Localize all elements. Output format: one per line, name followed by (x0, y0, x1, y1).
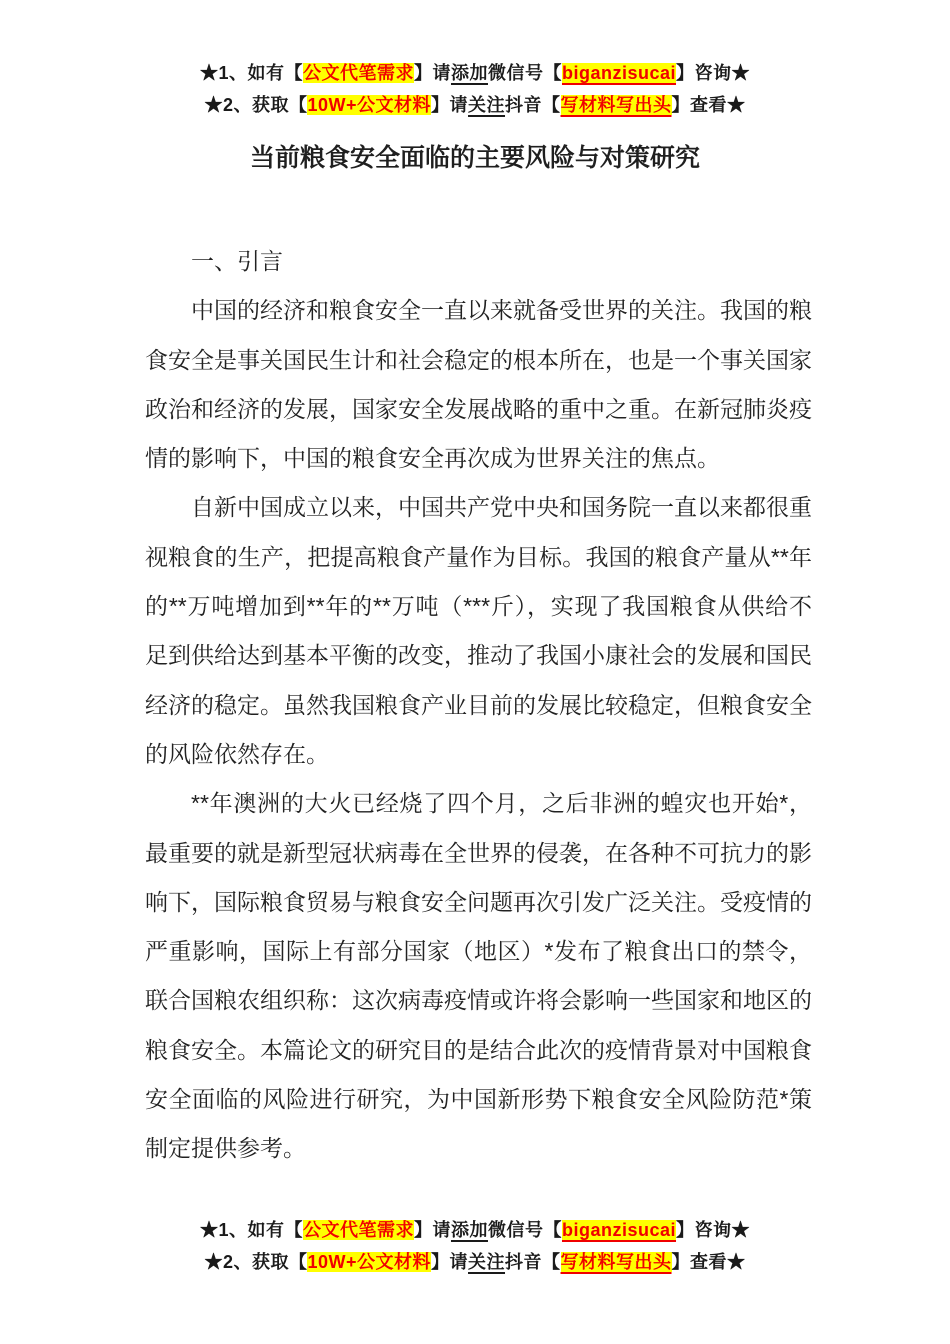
promo-footer (0, 1214, 950, 1278)
promo-text-segment: 】查看★ (671, 95, 746, 115)
promo-text-segment: ★1、如有【 (199, 1220, 303, 1240)
promo-text-segment: 添加 (450, 63, 488, 83)
promo-text-segment: biganzisucai (561, 63, 677, 83)
paragraph-3: **年澳洲的大火已经烧了四个月，之后非洲的蝗灾也开始*，最重要的就是新型冠状病毒在全世界的侵袭，在各种不可抗力的影响下，国际粮食贸易与粮食安全问题再次引发广泛关注。受疫情的严重影响，国际上有部分国家（地区）*发布了粮食出口的禁令，联合国粮农组织称：这次病毒疫情或许将会影响一些国家和地区的粮食安全。本篇论文的研究目的是结合此次的疫情背景对中国粮食安全面临的风险进行研究，为中国新形势下粮食安全风险防范*策制定提供参考。 (145, 790, 812, 1162)
paragraph-2: 自新中国成立以来，中国共产党中央和国务院一直以来都很重视粮食的生产，把提高粮食产量作为目标。我国的粮食产量从**年的**万吨增加到**年的**万吨（***斤），实现了我国粮食从供给不足到供给达到基本平衡的改变，推动了我国小康社会的发展和国民经济的稳定。虽然我国粮食产业目前的发展比较稳定，但粮食安全的风险依然存在。 (145, 494, 812, 767)
document-title: 当前粮食安全面临的主要风险与对策研究 (249, 144, 700, 172)
promo-footer-line-1 (0, 1214, 950, 1246)
promo-text-segment: 抖音【 (505, 95, 561, 115)
promo-header-line-2 (0, 89, 950, 121)
promo-text-segment: 10W+公文材料 (307, 95, 432, 115)
promo-footer-line-2 (0, 1246, 950, 1278)
promo-text-segment: 微信号【 (487, 63, 562, 83)
promo-text-segment: 添加 (450, 1220, 488, 1240)
promo-text-segment: 关注 (468, 1252, 506, 1272)
document-body (145, 237, 812, 1174)
paragraph-1: 中国的经济和粮食安全一直以来就备受世界的关注。我国的粮食安全是事关国民生计和社会稳定的根本所在，也是一个事关国家政治和经济的发展，国家安全发展战略的重中之重。在新冠肺炎疫情的影响下，中国的粮食安全再次成为世界关注的焦点。 (145, 297, 812, 472)
promo-text-segment: 】请 (431, 95, 469, 115)
promo-text-segment: biganzisucai (561, 1220, 677, 1240)
section-heading: 一、引言 (191, 248, 283, 274)
promo-text-segment: 公文代笔需求 (302, 63, 414, 83)
promo-text-segment: 】请 (413, 63, 451, 83)
promo-text-segment: 公文代笔需求 (302, 1220, 414, 1240)
promo-text-segment: 关注 (468, 95, 506, 115)
promo-text-segment: 写材料写出头 (560, 1252, 672, 1272)
promo-text-segment: 】咨询★ (676, 63, 751, 83)
promo-text-segment: 】查看★ (671, 1252, 746, 1272)
promo-text-segment: 10W+公文材料 (307, 1252, 432, 1272)
promo-text-segment: ★1、如有【 (199, 63, 303, 83)
promo-text-segment: 】咨询★ (676, 1220, 751, 1240)
promo-text-segment: 微信号【 (487, 1220, 562, 1240)
promo-text-segment: 抖音【 (505, 1252, 561, 1272)
promo-header-line-1 (0, 57, 950, 89)
promo-text-segment: 】请 (413, 1220, 451, 1240)
promo-text-segment: 】请 (431, 1252, 469, 1272)
promo-text-segment: ★2、获取【 (204, 95, 308, 115)
promo-header (0, 57, 950, 121)
promo-text-segment: ★2、获取【 (204, 1252, 308, 1272)
promo-text-segment: 写材料写出头 (560, 95, 672, 115)
